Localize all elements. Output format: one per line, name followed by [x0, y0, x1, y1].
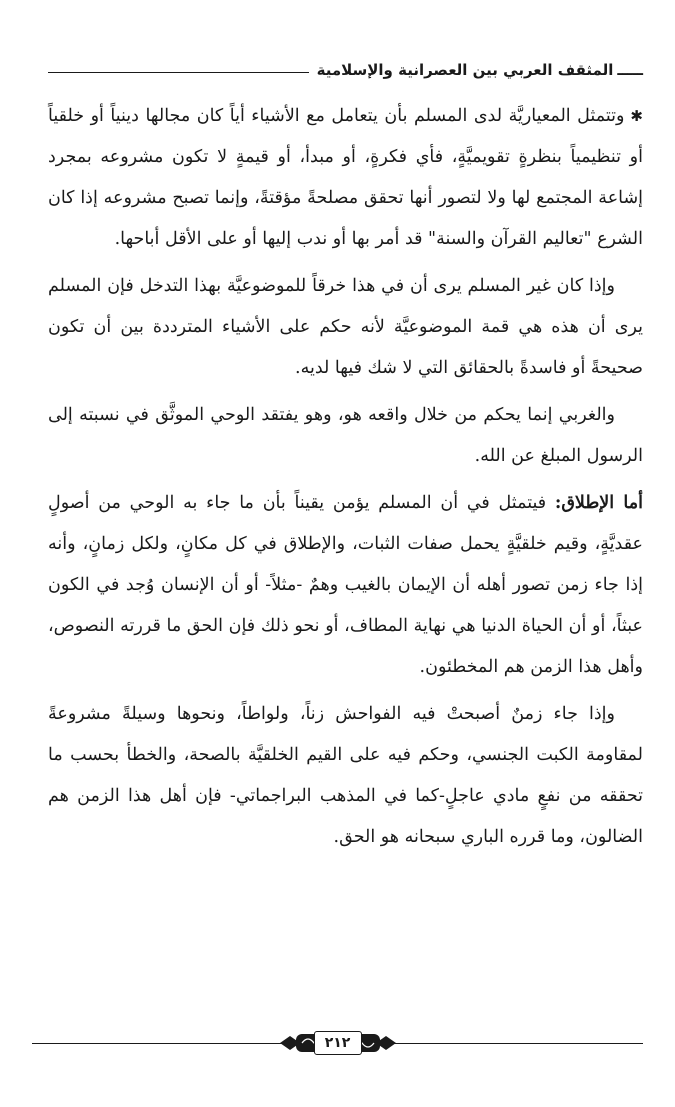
footer-rule-left — [32, 1043, 282, 1044]
paragraph-text: وتتمثل المعياريَّة لدى المسلم بأن يتعامل مع الأشياء أياً كان مجالها دينياً أو خلقياً أو تنظيمياً بنظرةٍ تقويميَّةٍ، فأي فكرةٍ، أو مبدأ، أو قيمةٍ لا تكون مشروعه بمجرد إشاعة المجتمع لها ولا لتصور أنها تحقق مصلحةً مؤقتةً، وإنما تصبح مشروعه إذا كان الشرع "تعاليم القرآن والسنة" قد أمر بها أو ندب إليها أو على الأقل أباحها. — [48, 106, 643, 249]
star-bullet-icon: ✱ — [630, 107, 643, 125]
paragraph-text: وإذا كان غير المسلم يرى أن في هذا خرقاً للموضوعيَّة بهذا التدخل فإن المسلم يرى أن هذه هي قمة الموضوعيَّة لأنه حكم على الأشياء المترددة بين أن تكون صحيحةً أو فاسدةً بالحقائق التي لا شك فيها لديه. — [48, 276, 643, 378]
paragraph-objectivity — [48, 266, 643, 389]
paragraph-era — [48, 694, 643, 858]
page-footer — [32, 1028, 643, 1058]
header-rule — [48, 72, 309, 73]
paragraph-lead: أما الإطلاق: — [554, 493, 643, 513]
paragraph-westerner — [48, 395, 643, 477]
footer-rule-right — [393, 1043, 643, 1044]
paragraph-normativity — [48, 96, 643, 260]
running-header — [48, 58, 643, 82]
page-body — [48, 96, 643, 864]
page-number: ٢١٢ — [314, 1031, 362, 1055]
running-header-title: المثقف العربي بين العصرانية والإسلامية — [316, 61, 614, 79]
header-dash: ـــــ — [617, 61, 643, 79]
paragraph-text: والغربي إنما يحكم من خلال واقعه هو، وهو يفتقد الوحي الموثَّق في نسبته إلى الرسول المبلغ عن الله. — [48, 405, 643, 466]
paragraph-absoluteness — [48, 483, 643, 688]
paragraph-text: فيتمثل في أن المسلم يؤمن يقيناً بأن ما جاء به الوحي من أصولٍ عقديَّةٍ، وقيم خلقيَّةٍ يحمل صفات الثبات، والإطلاق في كل مكانٍ، ولكل زمانٍ، وأنه إذا جاء زمن تصور أهله أن الإيمان بالغيب وهمٌ -مثلاً- أو أن الإنسان وُجد في الكون عبثاً، أو أن الحياة الدنيا هي نهاية المطاف، أو نحو ذلك فإن الحق ما قررته النصوص، وأهل هذا الزمن هم المخطئون. — [48, 493, 643, 677]
paragraph-text: وإذا جاء زمنٌ أصبحتْ فيه الفواحش زناً، ولواطاً، ونحوها وسيلةً مشروعةً لمقاومة الكبت الجنسي، وحكم فيه على القيم الخلقيَّة بالصحة، والخطأ بحسب ما تحققه من نفعٍ مادي عاجلٍ-كما في المذهب البراجماتي- فإن أهل هذا الزمن هم الضالون، وما قرره الباري سبحانه هو الحق. — [48, 704, 643, 847]
